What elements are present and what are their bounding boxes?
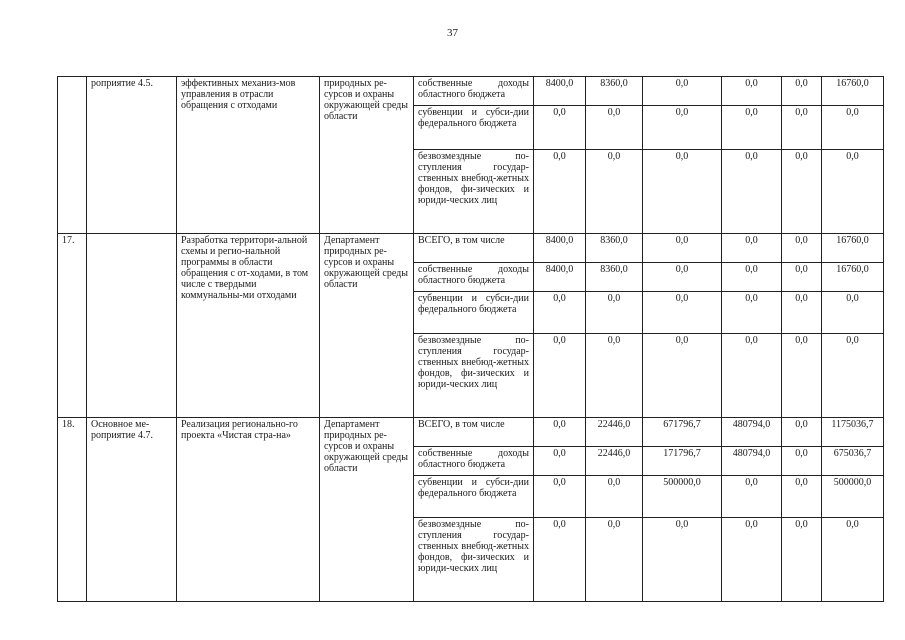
value-cell: 0,0	[782, 150, 822, 234]
executor-cell: Департамент природных ре-сурсов и охраны окружающей среды области	[320, 234, 414, 418]
value-cell: 0,0	[782, 476, 822, 518]
value-cell: 0,0	[782, 334, 822, 418]
value-cell: 0,0	[643, 292, 722, 334]
value-cell: 0,0	[822, 292, 884, 334]
value-cell: 0,0	[722, 234, 782, 263]
page-number: 37	[447, 27, 458, 39]
funding-source-cell: ВСЕГО, в том числе	[414, 234, 534, 263]
executor-cell: природных ре-сурсов и охраны окружающей среды области	[320, 77, 414, 234]
value-cell: 0,0	[643, 334, 722, 418]
value-cell: 0,0	[722, 77, 782, 106]
value-cell: 0,0	[643, 77, 722, 106]
funding-source-cell: безвозмездные по-ступления государ-ственных внебюд-жетных фондов, фи-зических и юриди-ческих лиц	[414, 518, 534, 602]
value-cell: 0,0	[782, 518, 822, 602]
funding-source-cell: ВСЕГО, в том числе	[414, 418, 534, 447]
value-cell: 0,0	[534, 150, 586, 234]
value-cell: 0,0	[722, 150, 782, 234]
value-cell: 0,0	[782, 447, 822, 476]
value-cell: 0,0	[534, 106, 586, 150]
value-cell: 0,0	[534, 418, 586, 447]
value-cell: 1175036,7	[822, 418, 884, 447]
value-cell: 171796,7	[643, 447, 722, 476]
title-cell: Реализация регионально-го проекта «Чистая стра-на»	[177, 418, 320, 602]
event-cell: роприятие 4.5.	[87, 77, 177, 234]
value-cell: 0,0	[782, 263, 822, 292]
value-cell: 671796,7	[643, 418, 722, 447]
value-cell: 0,0	[586, 518, 643, 602]
title-cell: эффективных механиз-мов управления в отрасли обращения с отходами	[177, 77, 320, 234]
value-cell: 0,0	[722, 476, 782, 518]
value-cell: 0,0	[822, 518, 884, 602]
value-cell: 22446,0	[586, 418, 643, 447]
row-index-cell: 17.	[58, 234, 87, 418]
row-index-cell: 18.	[58, 418, 87, 602]
value-cell: 0,0	[782, 77, 822, 106]
table-row	[58, 77, 884, 106]
value-cell: 0,0	[586, 476, 643, 518]
value-cell: 0,0	[534, 292, 586, 334]
funding-source-cell: безвозмездные по-ступления государ-ственных внебюд-жетных фондов, фи-зических и юриди-ческих лиц	[414, 334, 534, 418]
value-cell: 0,0	[534, 334, 586, 418]
value-cell: 0,0	[782, 418, 822, 447]
value-cell: 8360,0	[586, 234, 643, 263]
value-cell: 0,0	[643, 518, 722, 602]
value-cell: 0,0	[643, 106, 722, 150]
value-cell: 0,0	[722, 518, 782, 602]
value-cell: 480794,0	[722, 418, 782, 447]
value-cell: 0,0	[643, 234, 722, 263]
value-cell: 0,0	[822, 334, 884, 418]
value-cell: 8400,0	[534, 77, 586, 106]
value-cell: 0,0	[722, 292, 782, 334]
value-cell: 8400,0	[534, 234, 586, 263]
value-cell: 16760,0	[822, 234, 884, 263]
value-cell: 0,0	[586, 150, 643, 234]
value-cell: 0,0	[782, 234, 822, 263]
value-cell: 500000,0	[822, 476, 884, 518]
funding-source-cell: собственные доходы областного бюджета	[414, 447, 534, 476]
value-cell: 16760,0	[822, 263, 884, 292]
table-row	[58, 234, 884, 263]
table-body	[58, 77, 884, 602]
funding-source-cell: субвенции и субси-дии федерального бюджета	[414, 476, 534, 518]
budget-table	[57, 76, 884, 602]
value-cell: 0,0	[643, 263, 722, 292]
executor-cell: Департамент природных ре-сурсов и охраны окружающей среды области	[320, 418, 414, 602]
funding-source-cell: субвенции и субси-дии федерального бюджета	[414, 292, 534, 334]
value-cell: 0,0	[782, 292, 822, 334]
value-cell: 0,0	[534, 447, 586, 476]
funding-source-cell: собственные доходы областного бюджета	[414, 263, 534, 292]
value-cell: 0,0	[534, 518, 586, 602]
value-cell: 8360,0	[586, 77, 643, 106]
value-cell: 675036,7	[822, 447, 884, 476]
funding-source-cell: собственные доходы областного бюджета	[414, 77, 534, 106]
value-cell: 0,0	[722, 334, 782, 418]
title-cell: Разработка территори-альной схемы и регио-нальной программы в области обращения с от-ходами, в том числе с твердыми коммунальны-ми отходами	[177, 234, 320, 418]
value-cell: 0,0	[586, 292, 643, 334]
value-cell: 0,0	[722, 106, 782, 150]
value-cell: 0,0	[822, 106, 884, 150]
funding-source-cell: безвозмездные по-ступления государ-ственных внебюд-жетных фондов, фи-зических и юриди-ческих лиц	[414, 150, 534, 234]
value-cell: 0,0	[643, 150, 722, 234]
value-cell: 8360,0	[586, 263, 643, 292]
value-cell: 0,0	[822, 150, 884, 234]
value-cell: 0,0	[534, 476, 586, 518]
value-cell: 0,0	[782, 106, 822, 150]
value-cell: 500000,0	[643, 476, 722, 518]
value-cell: 8400,0	[534, 263, 586, 292]
event-cell	[87, 234, 177, 418]
value-cell: 480794,0	[722, 447, 782, 476]
value-cell: 22446,0	[586, 447, 643, 476]
table-row	[58, 418, 884, 447]
value-cell: 0,0	[722, 263, 782, 292]
value-cell: 0,0	[586, 334, 643, 418]
event-cell: Основное ме-роприятие 4.7.	[87, 418, 177, 602]
funding-source-cell: субвенции и субси-дии федерального бюджета	[414, 106, 534, 150]
row-index-cell	[58, 77, 87, 234]
value-cell: 16760,0	[822, 77, 884, 106]
value-cell: 0,0	[586, 106, 643, 150]
